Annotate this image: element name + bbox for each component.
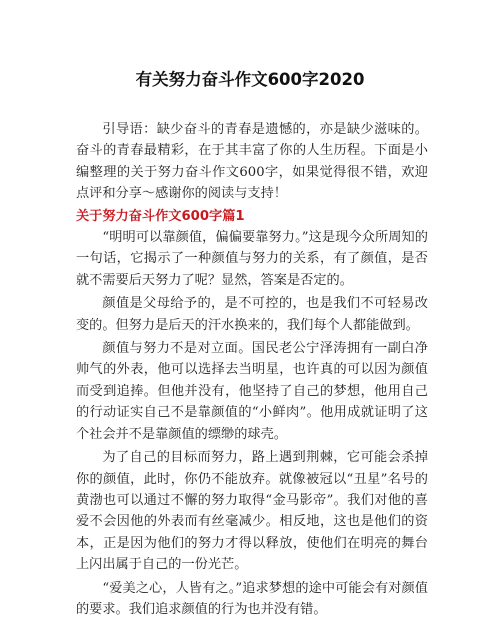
article-body <box>76 119 428 620</box>
intro-paragraph: 引导语：缺少奋斗的青春是遗憾的，亦是缺少滋味的。奋斗的青春最精彩，在于其丰富了你的人生历程。下面是小编整理的关于努力奋斗作文600字，如果觉得很不错，欢迎点评和分享～感谢你的阅读与支持！ <box>76 122 428 202</box>
body-paragraph-5: “爱美之心，人皆有之。”追求梦想的途中可能会有对颜值的要求。我们追求颜值的行为也并没有错。 <box>76 580 428 617</box>
body-paragraph-3: 颜值与努力不是对立面。国民老公宁泽涛拥有一副白净帅气的外表，他可以选择去当明星，也许真的可以因为颜值而受到追捧。但他并没有，他坚持了自己的梦想，他用自己的行动证实自己不是靠颜值的“小鲜肉”。他用成就证明了这个社会并不是靠颜值的缥缈的球壳。 <box>76 341 428 442</box>
body-paragraph-4: 为了自己的目标而努力，路上遇到荆棘，它可能会杀掉你的颜值，此时，你仍不能放弃。就像被冠以“丑星”名号的黄渤也可以通过不懈的努力取得“金马影帝”。我们对他的喜爱不会因他的外表而有丝毫减少。相反地，这也是他们的资本，正是因为他们的努力才得以释放，使他们在明亮的舞台上闪出属于自己的一份光芒。 <box>76 450 428 573</box>
article-title: 有关努力奋斗作文600字2020 <box>135 70 365 89</box>
section-heading: 关于努力奋斗作文600字篇1 <box>76 208 245 224</box>
body-paragraph-1: “明明可以靠颜值，偏偏要靠努力。”这是现今众所周知的一句话，它揭示了一种颜值与努力的关系，有了颜值，是否就不需要后天努力了呢？显然，答案是否定的。 <box>76 230 428 288</box>
body-paragraph-2: 颜值是父母给予的，是不可控的，也是我们不可轻易改变的。但努力是后天的汗水换来的，我们每个人都能做到。 <box>76 296 428 333</box>
